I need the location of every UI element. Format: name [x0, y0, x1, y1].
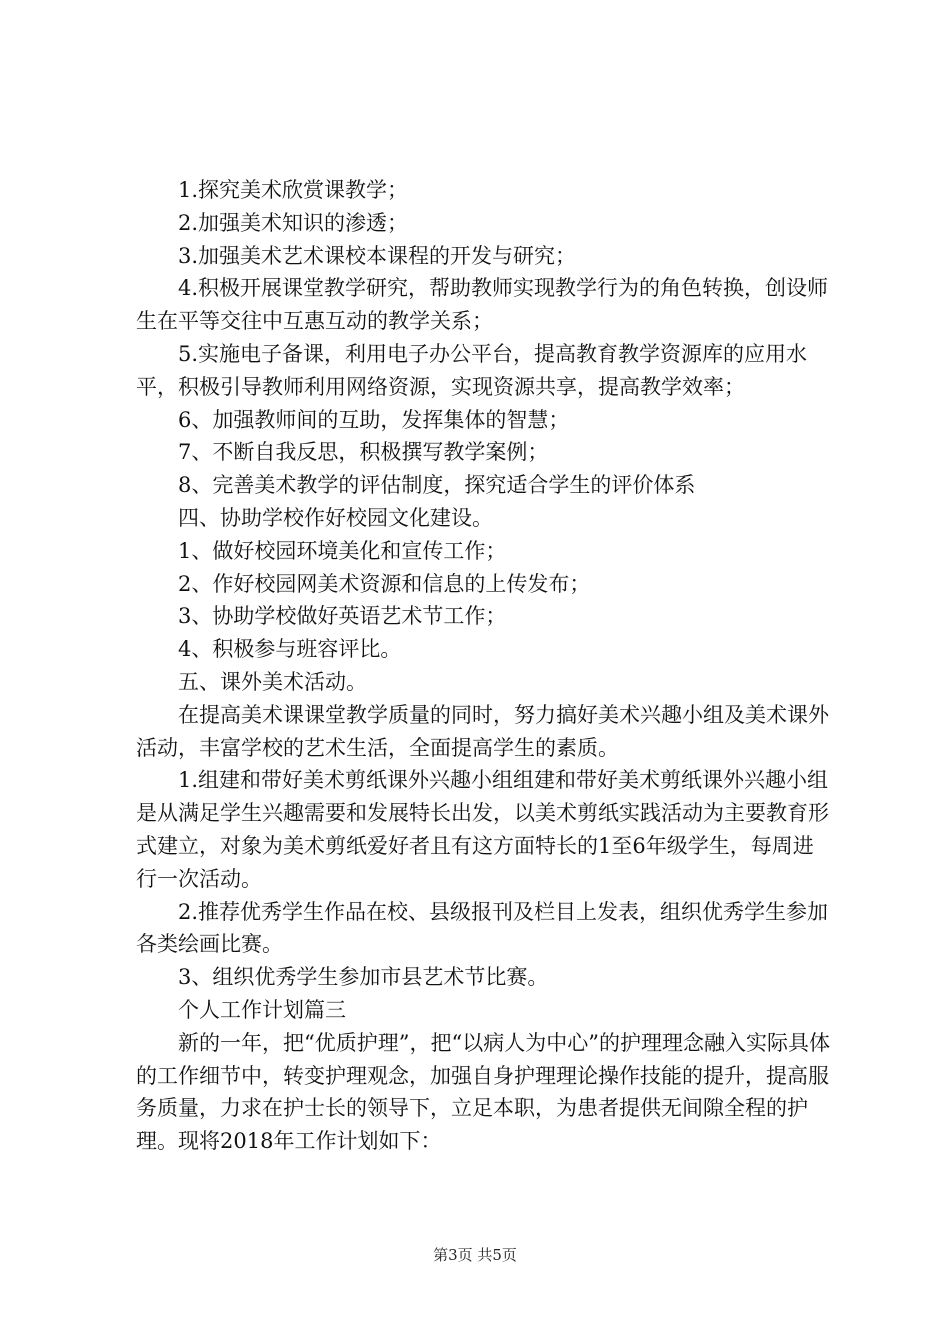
paragraph: 7、不断自我反思，积极撰写教学案例； — [178, 440, 549, 465]
paragraph: 2.推荐优秀学生作品在校、县级报刊及栏目上发表，组织优秀学生参加各类绘画比赛。 — [136, 899, 829, 957]
paragraph: 4.积极开展课堂教学研究，帮助教师实现教学行为的角色转换，创设师生在平等交往中互惠互动的教学关系； — [136, 276, 829, 334]
page-number-footer: 第3页 共5页 — [433, 1246, 517, 1264]
paragraph: 3、协助学校做好英语艺术节工作； — [178, 604, 507, 629]
section-heading: 个人工作计划篇三 — [178, 997, 346, 1022]
paragraph: 5.实施电子备课，利用电子办公平台，提高教育教学资源库的应用水平，积极引导教师利用网络资源，实现资源共享，提高教学效率； — [136, 341, 808, 399]
paragraph: 1.探究美术欣赏课教学； — [178, 178, 409, 202]
paragraph: 在提高美术课课堂教学质量的同时，努力搞好美术兴趣小组及美术课外活动，丰富学校的艺术生活，全面提高学生的素质。 — [136, 702, 829, 760]
paragraph: 8、完善美术教学的评估制度，探究适合学生的评价体系 — [178, 473, 696, 498]
section-heading: 四、协助学校作好校园文化建设。 — [178, 505, 493, 530]
paragraph: 新的一年，把“优质护理”，把“以病人为中心”的护理理念融入实际具体的工作细节中，转变护理观念，加强自身护理理论操作技能的提升，提高服务质量，力求在护士长的领导下，立足本职，为患者提供无间隙全程的护理。现将2018年工作计划如下： — [136, 1030, 830, 1154]
paragraph: 3、组织优秀学生参加市县艺术节比赛。 — [178, 965, 549, 990]
paragraph: 6、加强教师间的互助，发挥集体的智慧； — [178, 407, 570, 432]
paragraph: 3.加强美术艺术课校本课程的开发与研究； — [178, 243, 577, 268]
document-body — [136, 174, 832, 1158]
section-heading: 五、课外美术活动。 — [178, 669, 367, 694]
paragraph: 2.加强美术知识的渗透； — [178, 210, 409, 235]
paragraph: 2、作好校园网美术资源和信息的上传发布； — [178, 571, 591, 596]
paragraph: 4、积极参与班容评比。 — [178, 637, 402, 662]
paragraph: 1.组建和带好美术剪纸课外兴趣小组组建和带好美术剪纸课外兴趣小组是从满足学生兴趣需要和发展特长出发，以美术剪纸实践活动为主要教育形式建立，对象为美术剪纸爱好者且有这方面特长的1至6年级学生，每周进行一次活动。 — [136, 768, 829, 891]
paragraph: 1、做好校园环境美化和宣传工作； — [178, 538, 507, 563]
